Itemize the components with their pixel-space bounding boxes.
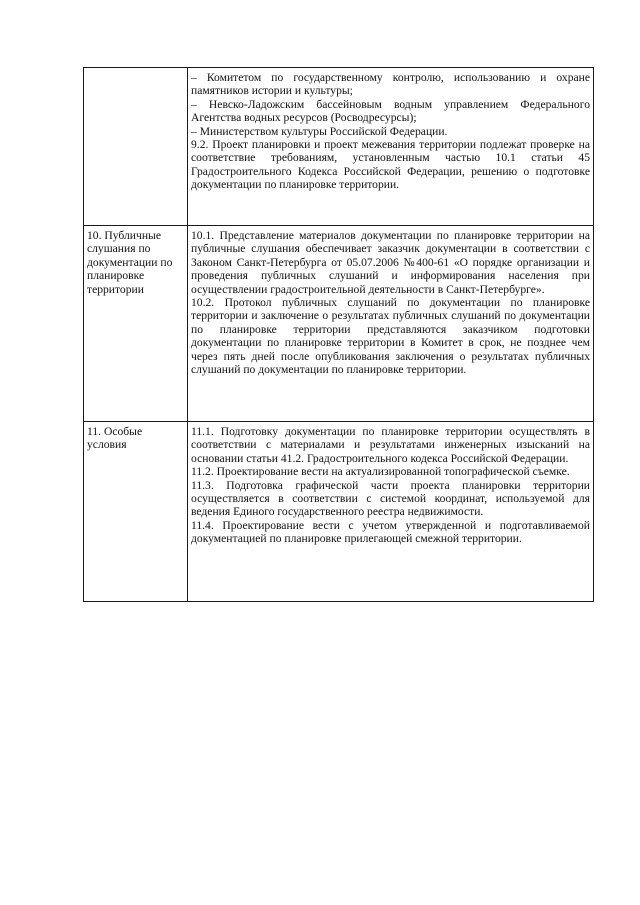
paragraph: – Невско-Ладожским бассейновым водным управлением Федерального Агентства водных ресурсов (Росводресурсы); [191,97,590,125]
section-heading-cell: 11. Особые условия [84,422,188,602]
table-row [84,68,594,226]
table-row [84,422,594,602]
paragraph: 9.2. Проект планировки и проект межевания территории подлежат проверке на соответствие требованиям, установленным частью 10.1 статьи 45 Градостроительного Кодекса Российской Федерации, решению о подготовке документации по планировке территории. [191,138,590,192]
paragraph: 11.2. Проектирование вести на актуализированной топографической съемке. [191,465,570,479]
section-content-cell [188,422,594,602]
section-heading-cell: 10. Публичные слушания по документации по планировке территории [84,226,188,422]
section-heading-cell [84,68,188,226]
section-content-cell [188,226,594,422]
paragraph: 11.3. Подготовка графической части проекта планировки территории осуществляется в соответствии с системой координат, используемой для ведения Единого государственного реестра недвижимости. [191,478,590,519]
paragraph: 10.2. Протокол публичных слушаний по документации по планировке территории и заключение о результатах публичных слушаний по документации по планировке территории представляются заказчиком подготовки документации по планировке территории в Комитет в срок, не позднее чем через пять дней после опубликования заключения о результатах публичных слушаний по документации по планировке территории. [191,296,590,377]
paragraph: 10.1. Представление материалов документации по планировке территории на публичные слушания обеспечивает заказчик документации в соответствии с Законом Санкт-Петербурга от 05.07.2006 №400-61 «О порядке организации и проведения публичных слушаний и информирования населения при осуществлении градостроительной деятельности в Санкт-Петербурге». [191,229,590,296]
paragraph: 11.1. Подготовку документации по планировке территории осуществлять в соответствии с материалами и результатами инженерных изысканий на основании статьи 41.2. Градостроительного кодекса Российской Федерации. [191,425,590,465]
table-row [84,226,594,422]
requirements-table [83,67,594,602]
paragraph: – Комитетом по государственному контролю, использованию и охране памятников истории и культуры; [191,71,590,98]
paragraph: – Министерством культуры Российской Федерации. [191,124,448,138]
section-content-cell [188,68,594,226]
paragraph: 11.4. Проектирование вести с учетом утвержденной и подготавливаемой документацией по планировке прилегающей смежной территории. [191,518,590,546]
